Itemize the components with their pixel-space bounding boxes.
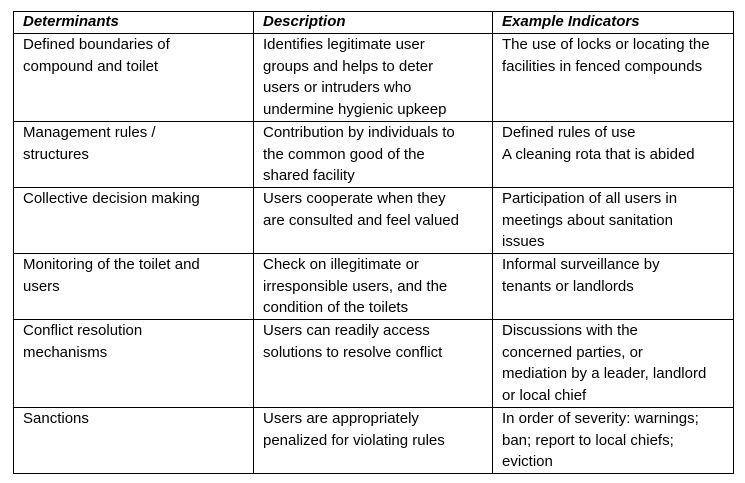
header-determinants: Determinants [14, 12, 254, 34]
cell-line: Informal surveillance by [502, 256, 660, 273]
table-row [14, 254, 734, 320]
cell-line: irresponsible users, and the [263, 277, 448, 295]
cell-line: A cleaning rota that is abided [502, 145, 695, 163]
cell-line: eviction [502, 453, 553, 470]
cell-line: meetings about sanitation [502, 211, 673, 229]
cell-line: compound and toilet [23, 57, 159, 75]
cell-line: Monitoring of the toilet and [23, 256, 200, 273]
header-example-indicators: Example Indicators [493, 12, 734, 34]
cell-line: concerned parties, or [502, 343, 643, 361]
cell-line: condition of the toilets [263, 299, 409, 316]
cell-line: structures [23, 145, 89, 163]
cell-line: are consulted and feel valued [263, 211, 459, 229]
cell-line: the common good of the [263, 145, 425, 163]
cell-line: Sanctions [23, 410, 89, 427]
indicators-cell [493, 320, 734, 408]
indicators-cell [493, 122, 734, 188]
cell-line: or local chief [502, 386, 587, 404]
cell-line: Users are appropriately [263, 410, 419, 427]
description-cell [254, 320, 493, 408]
table-row [14, 34, 734, 122]
description-cell [254, 254, 493, 320]
header-row [14, 12, 734, 34]
cell-line: Users can readily access [263, 322, 430, 339]
indicators-cell [493, 408, 734, 474]
cell-line: Defined rules of use [502, 124, 636, 141]
table-row [14, 320, 734, 408]
description-cell [254, 408, 493, 474]
cell-line: tenants or landlords [502, 277, 634, 295]
cell-line: Users cooperate when they [263, 190, 446, 207]
determinant-cell [14, 34, 254, 122]
cell-line: groups and helps to deter [263, 57, 434, 75]
cell-line: undermine hygienic upkeep [263, 100, 447, 118]
cell-line: Conflict resolution [23, 322, 143, 339]
table-row [14, 408, 734, 474]
cell-line: In order of severity: warnings; [502, 410, 699, 427]
table-row [14, 188, 734, 254]
cell-line: penalized for violating rules [263, 431, 445, 449]
cell-line: ban; report to local chiefs; [502, 431, 674, 449]
cell-line: users or intruders who [263, 79, 412, 96]
cell-line: The use of locks or locating the [502, 36, 710, 53]
description-cell [254, 122, 493, 188]
indicators-cell [493, 34, 734, 122]
cell-line: Check on illegitimate or [263, 256, 419, 273]
determinant-cell [14, 320, 254, 408]
determinant-cell [14, 408, 254, 474]
cell-line: Participation of all users in [502, 190, 678, 207]
cell-line: users [23, 277, 60, 295]
cell-line: solutions to resolve conflict [263, 343, 443, 361]
determinants-table [13, 11, 734, 474]
cell-line: shared facility [263, 167, 355, 184]
cell-line: Contribution by individuals to [263, 124, 455, 141]
determinant-cell [14, 188, 254, 254]
determinant-cell [14, 122, 254, 188]
cell-line: Defined boundaries of [23, 36, 170, 53]
cell-line: Collective decision making [23, 190, 200, 207]
cell-line: issues [502, 233, 545, 250]
description-cell [254, 188, 493, 254]
determinant-cell [14, 254, 254, 320]
cell-line: facilities in fenced compounds [502, 57, 703, 75]
table-row [14, 122, 734, 188]
description-cell [254, 34, 493, 122]
cell-line: mechanisms [23, 343, 108, 361]
cell-line: Identifies legitimate user [263, 36, 425, 53]
cell-line: Management rules / [23, 124, 156, 141]
indicators-cell [493, 254, 734, 320]
cell-line: Discussions with the [502, 322, 638, 339]
header-description: Description [254, 12, 493, 34]
cell-line: mediation by a leader, landlord [502, 365, 707, 382]
indicators-cell [493, 188, 734, 254]
